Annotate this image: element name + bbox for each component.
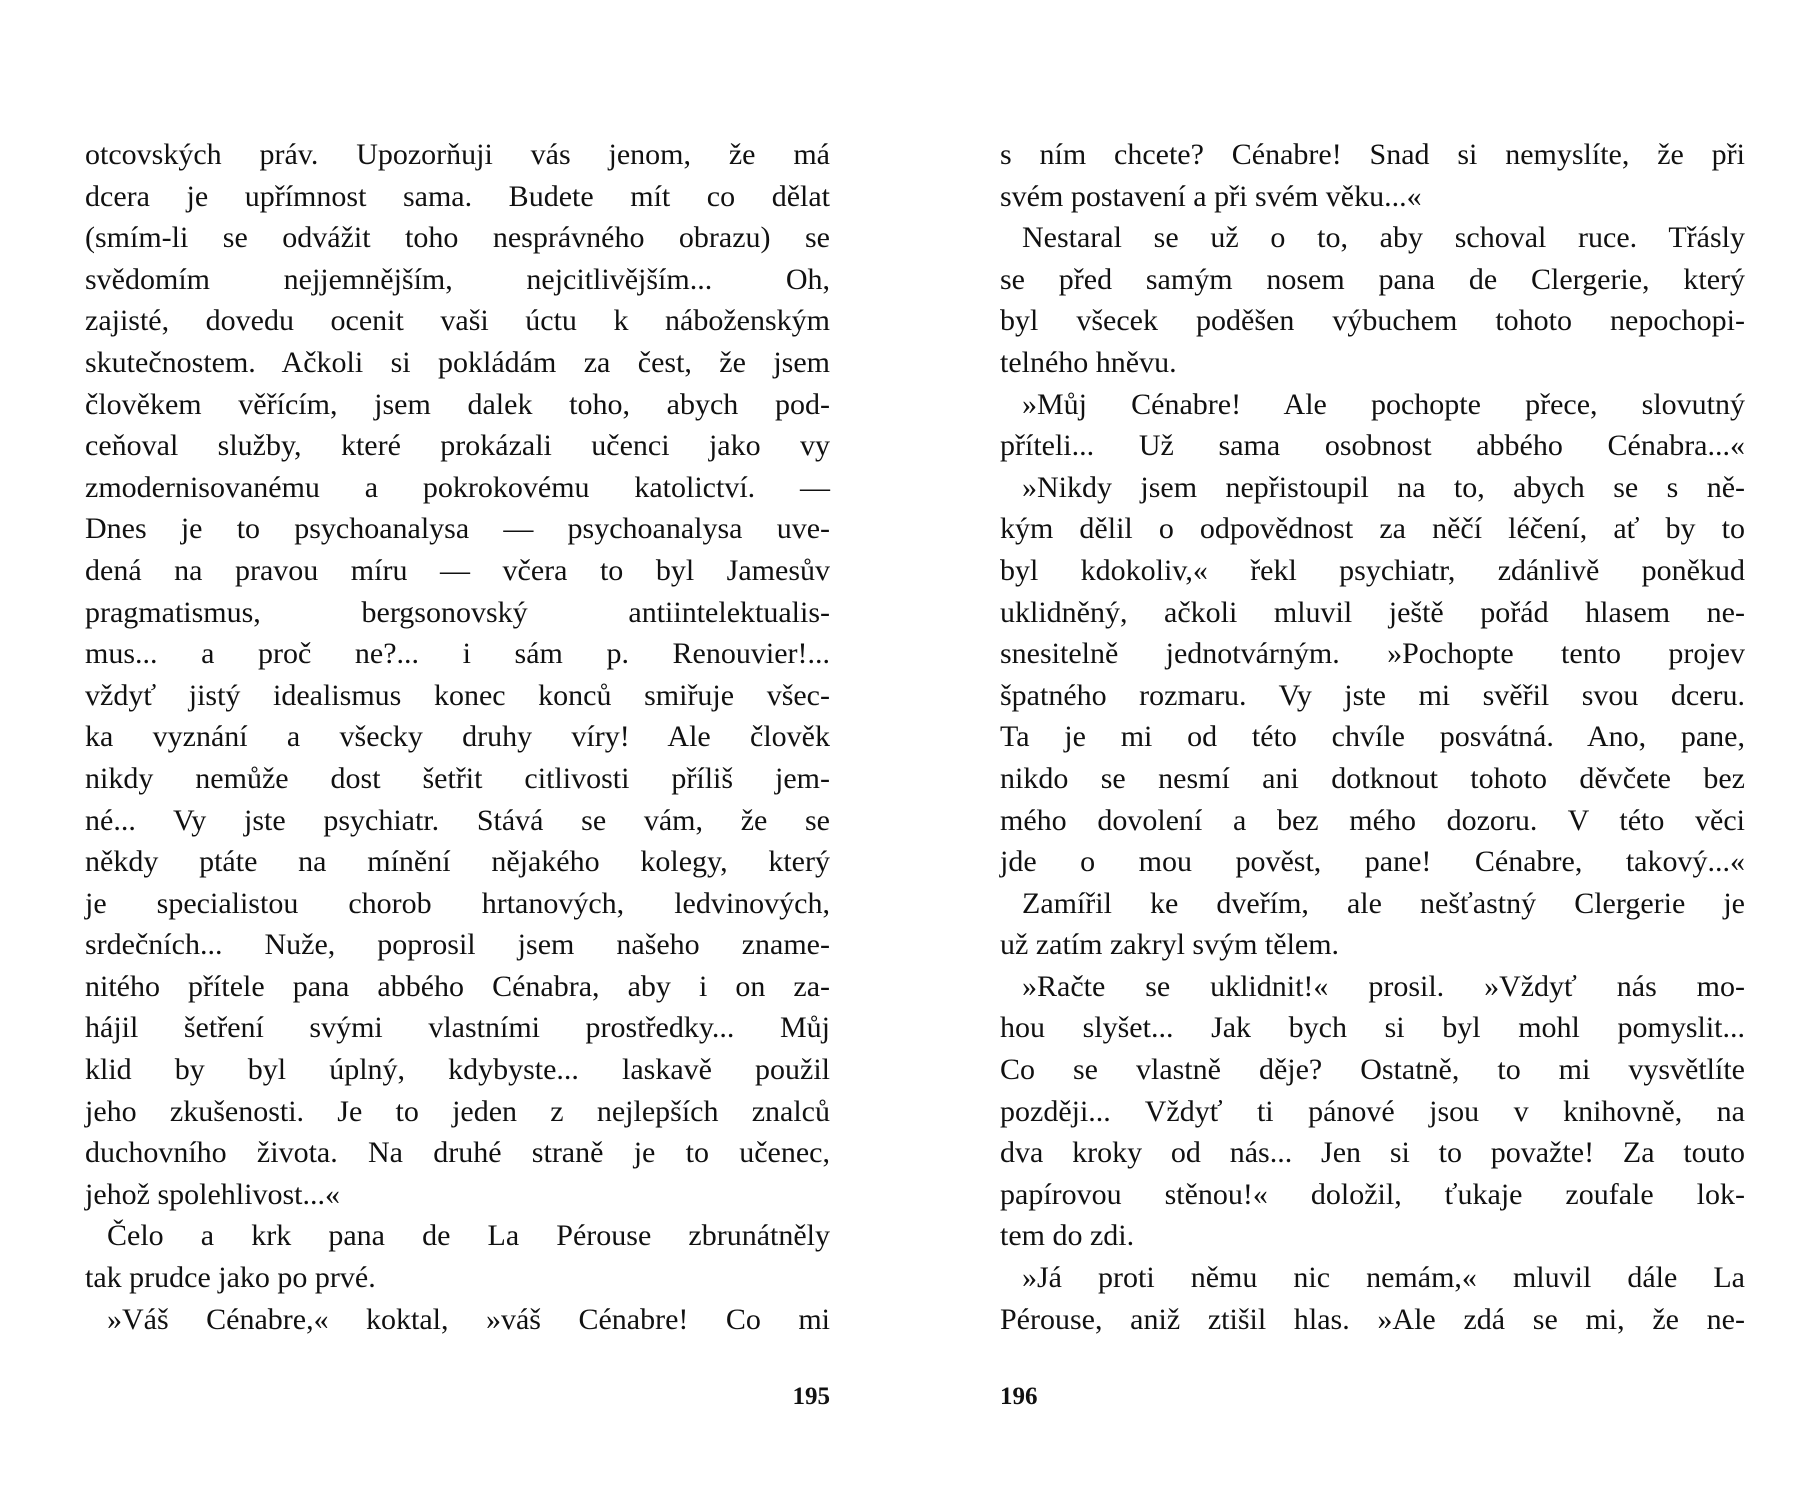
text-line: nitého přítele pana abbého Cénabra, aby i on za-	[85, 969, 830, 1003]
text-line: Dnes je to psychoanalysa — psychoanalysa uve-	[85, 512, 830, 546]
text-line: mého dovolení a bez mého dozoru. V této věci	[1000, 803, 1745, 837]
text-line: dcera je upřímnost sama. Budete mít co dělat	[85, 179, 830, 213]
text-line: se před samým nosem pana de Clergerie, který	[1000, 262, 1745, 296]
text-line: zmodernisovanému a pokrokovému katolictví. —	[85, 470, 830, 504]
text-line: otcovských práv. Upozorňuji vás jenom, že má	[85, 138, 830, 171]
text-line: pragmatismus, bergsonovský antiintelektualis-	[85, 595, 830, 629]
text-line: telného hněvu.	[1000, 345, 1177, 379]
text-line: kým dělil o odpovědnost za něčí léčení, ať by to	[1000, 512, 1745, 546]
text-line: už zatím zakryl svým tělem.	[1000, 928, 1340, 962]
text-line: skutečnostem. Ačkoli si pokládám za čest, že jsem	[85, 345, 830, 379]
text-line: »Můj Cénabre! Ale pochopte přece, slovutný	[1022, 387, 1745, 421]
text-line: hou slyšet... Jak bych si byl mohl pomyslit...	[1000, 1011, 1745, 1045]
text-line: »Nikdy jsem nepřistoupil na to, abych se s ně-	[1022, 470, 1745, 504]
right-page	[1000, 134, 1745, 1434]
text-line: jehož spolehlivost...«	[85, 1177, 340, 1211]
text-line: nikdo se nesmí ani dotknout tohoto děvčete bez	[1000, 761, 1745, 795]
text-line: dená na pravou míru — včera to byl Jamesův	[85, 553, 830, 587]
text-line: Ta je mi od této chvíle posvátná. Ano, pane,	[1000, 720, 1745, 754]
text-line: někdy ptáte na mínění nějakého kolegy, který	[85, 845, 830, 879]
text-line: tem do zdi.	[1000, 1219, 1135, 1253]
text-line: Čelo a krk pana de La Pérouse zbrunátněly	[107, 1219, 830, 1253]
text-line: zajisté, dovedu ocenit vaši úctu k náboženským	[85, 304, 830, 338]
text-line: jeho zkušenosti. Je to jeden z nejlepších znalců	[85, 1094, 830, 1128]
text-line: je specialistou chorob hrtanových, ledvinových,	[85, 886, 830, 920]
text-line: né... Vy jste psychiatr. Stává se vám, že se	[85, 803, 830, 837]
text-line: hájil šetření svými vlastními prostředky... Můj	[85, 1011, 830, 1045]
text-line: »Já proti němu nic nemám,« mluvil dále La	[1022, 1261, 1745, 1295]
text-line: vždyť jistý idealismus konec konců smiřuje všec-	[85, 678, 830, 712]
text-line: byl všecek poděšen výbuchem tohoto nepochopi-	[1000, 304, 1745, 338]
text-line: »Račte se uklidnit!« prosil. »Vždyť nás mo-	[1022, 969, 1745, 1003]
text-line: »Váš Cénabre,« koktal, »váš Cénabre! Co mi	[107, 1302, 830, 1336]
text-line: s ním chcete? Cénabre! Snad si nemyslíte, že při	[1000, 138, 1745, 171]
text-line: Pérouse, aniž ztišil hlas. »Ale zdá se mi, že ne-	[1000, 1302, 1745, 1336]
text-line: duchovního života. Na druhé straně je to učenec,	[85, 1136, 830, 1170]
text-line: dva kroky od nás... Jen si to považte! Za touto	[1000, 1136, 1745, 1170]
text-line: (smím-li se odvážit toho nesprávného obrazu) se	[85, 221, 830, 255]
text-line: tak prudce jako po prvé.	[85, 1261, 376, 1295]
text-line: ka vyznání a všecky druhy víry! Ale člověk	[85, 720, 830, 754]
text-line: snesitelně jednotvárným. »Pochopte tento projev	[1000, 637, 1745, 671]
text-line: Zamířil ke dveřím, ale nešťastný Clergerie je	[1022, 886, 1745, 920]
text-line: ceňoval služby, které prokázali učenci jako vy	[85, 429, 830, 463]
left-page-text	[85, 134, 830, 1340]
text-line: mus... a proč ne?... i sám p. Renouvier!...	[85, 637, 830, 671]
text-line: Co se vlastně děje? Ostatně, to mi vysvětlíte	[1000, 1053, 1745, 1087]
text-line: později... Vždyť ti pánové jsou v knihovně, na	[1000, 1094, 1745, 1128]
right-page-number: 196	[1000, 1383, 1038, 1410]
text-line: jde o mou pověst, pane! Cénabre, takový...«	[1000, 845, 1745, 879]
text-line: srdečních... Nuže, poprosil jsem našeho zname-	[85, 928, 830, 962]
text-line: příteli... Už sama osobnost abbého Cénabra...«	[1000, 429, 1745, 463]
left-page	[85, 134, 830, 1434]
text-line: uklidněný, ačkoli mluvil ještě pořád hlasem ne-	[1000, 595, 1745, 629]
text-line: nikdy nemůže dost šetřit citlivosti příliš jem-	[85, 761, 830, 795]
text-line: klid by byl úplný, kdybyste... laskavě použil	[85, 1053, 830, 1087]
text-line: papírovou stěnou!« doložil, ťukaje zoufale lok-	[1000, 1177, 1745, 1211]
right-page-text	[1000, 134, 1745, 1340]
left-page-number: 195	[792, 1383, 830, 1410]
text-line: svědomím nejjemnějším, nejcitlivějším... Oh,	[85, 262, 830, 296]
text-line: člověkem věřícím, jsem dalek toho, abych pod-	[85, 387, 830, 421]
text-line: špatného rozmaru. Vy jste mi svěřil svou dceru.	[1000, 678, 1745, 712]
text-line: Nestaral se už o to, aby schoval ruce. Třásly	[1022, 221, 1745, 255]
text-line: byl kdokoliv,« řekl psychiatr, zdánlivě poněkud	[1000, 553, 1745, 587]
text-line: svém postavení a při svém věku...«	[1000, 179, 1422, 213]
